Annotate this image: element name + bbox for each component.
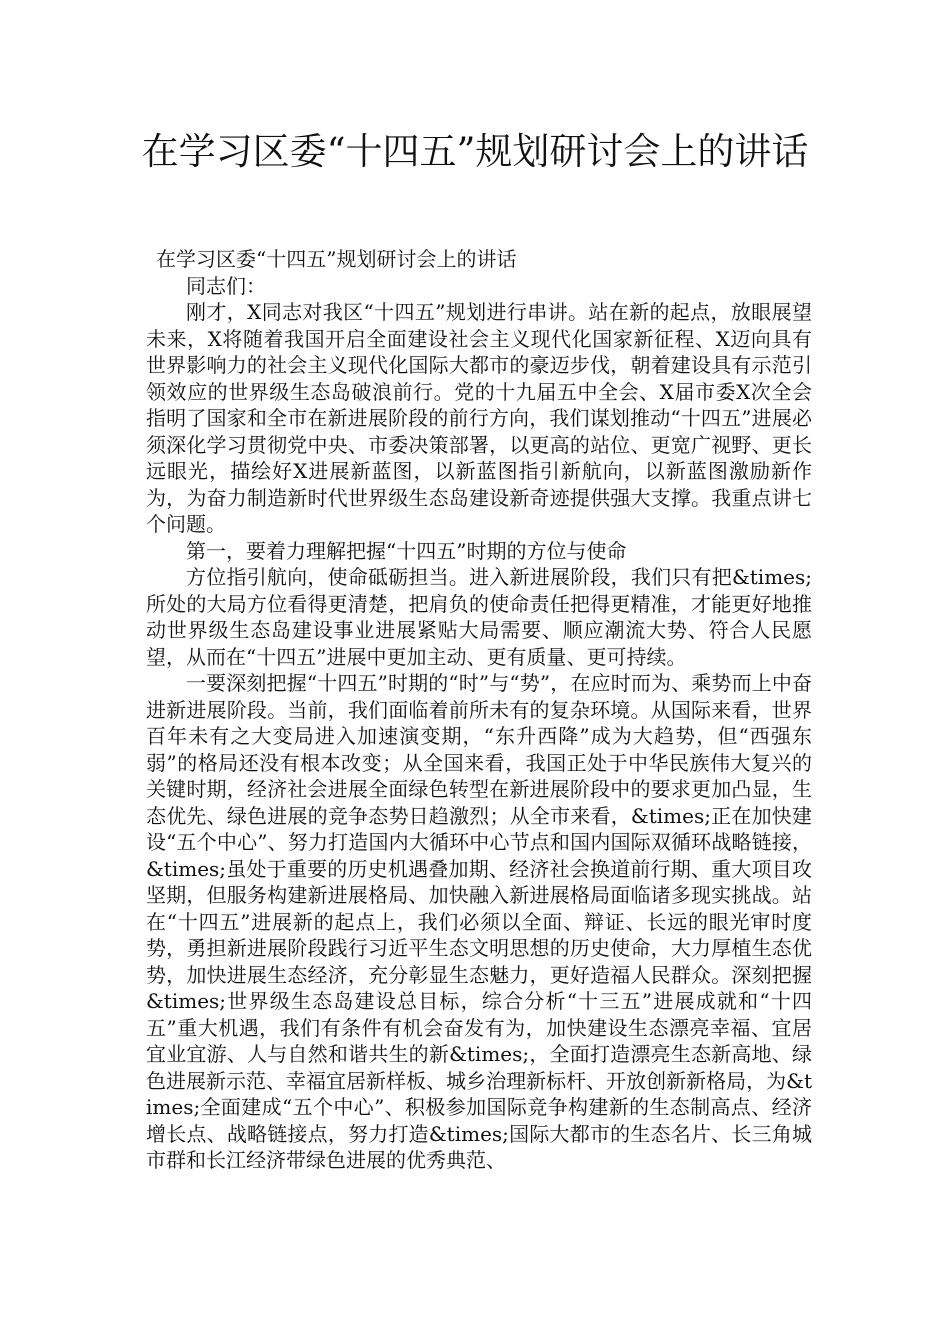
paragraph: 方位指引航向，使命砥砺担当。进入新进展阶段，我们只有把&times;所处的大局方位看得更清楚，把肩负的使命责任把得更精准，才能更好地推动世界级生态岛建设事业进展紧贴大局需要、顺应潮流大势、符合人民愿望，从而在“十四五”进展中更加主动、更有质量、更可持续。 <box>146 565 812 669</box>
paragraph-intro: 刚才，X同志对我区“十四五”规划进行串讲。站在新的起点，放眼展望未来，X将随着我国开启全面建设社会主义现代化国家新征程、X迈向具有世界影响力的社会主义现代化国际大都市的豪迈步伐，朝着建设具有示范引领效应的世界级生态岛破浪前行。党的十九届五中全会、X届市委X次全会指明了国家和全市在新进展阶段的前行方向，我们谋划推动“十四五”进展必须深化学习贯彻党中央、市委决策部署，以更高的站位、更宽广视野、更长远眼光，描绘好X进展新蓝图，以新蓝图指引新航向，以新蓝图激励新作为，为奋力制造新时代世界级生态岛建设新奇迹提供强大支撑。我重点讲七个问题。 <box>146 300 812 536</box>
paragraph: 一要深刻把握“十四五”时期的“时”与“势”，在应时而为、乘势而上中奋进新进展阶段。当前，我们面临着前所未有的复杂环境。从国际来看，世界百年未有之大变局进入加速演变期，“东升西降”成为大趋势，但“西强东弱”的格局还没有根本改变；从全国来看，我国正处于中华民族伟大复兴的关键时期，经济社会进展全面绿色转型在新进展阶段中的要求更加凸显，生态优先、绿色进展的竞争态势日趋激烈；从全市来看，&times;正在加快建设“五个中心”、努力打造国内大循环中心节点和国内国际双循环战略链接，&times;虽处于重要的历史机遇叠加期、经济社会换道前行期、重大项目攻坚期，但服务构建新进展格局、加快融入新进展格局面临诸多现实挑战。站在“十四五”进展新的起点上，我们必须以全面、辩证、长远的眼光审时度势，勇担新进展阶段践行习近平生态文明思想的历史使命，大力厚植生态优势，加快进展生态经济，充分彰显生态魅力，更好造福人民群众。深刻把握&times;世界级生态岛建设总目标，综合分析“十三五”进展成就和“十四五”重大机遇，我们有条件有机会奋发有为，加快建设生态漂亮幸福、宜居宜业宜游、人与自然和谐共生的新&times;，全面打造漂亮生态新高地、绿色进展新示范、幸福宜居新样板、城乡治理新标杆、开放创新新格局，为&times;全面建成“五个中心”、积极参加国际竞争构建新的生态制高点、经济增长点、战略链接点，努力打造&times;国际大都市的生态名片、长三角城市群和长江经济带绿色进展的优秀典范、 <box>146 671 812 1172</box>
section-heading: 第一，要着力理解把握“十四五”时期的方位与使命 <box>186 538 627 563</box>
document-body <box>146 246 812 1174</box>
salutation: 同志们： <box>186 273 266 298</box>
document-subtitle: 在学习区委“十四五”规划研讨会上的讲话 <box>156 247 517 271</box>
document-title: 在学习区委“十四五”规划研讨会上的讲话 <box>141 130 809 173</box>
